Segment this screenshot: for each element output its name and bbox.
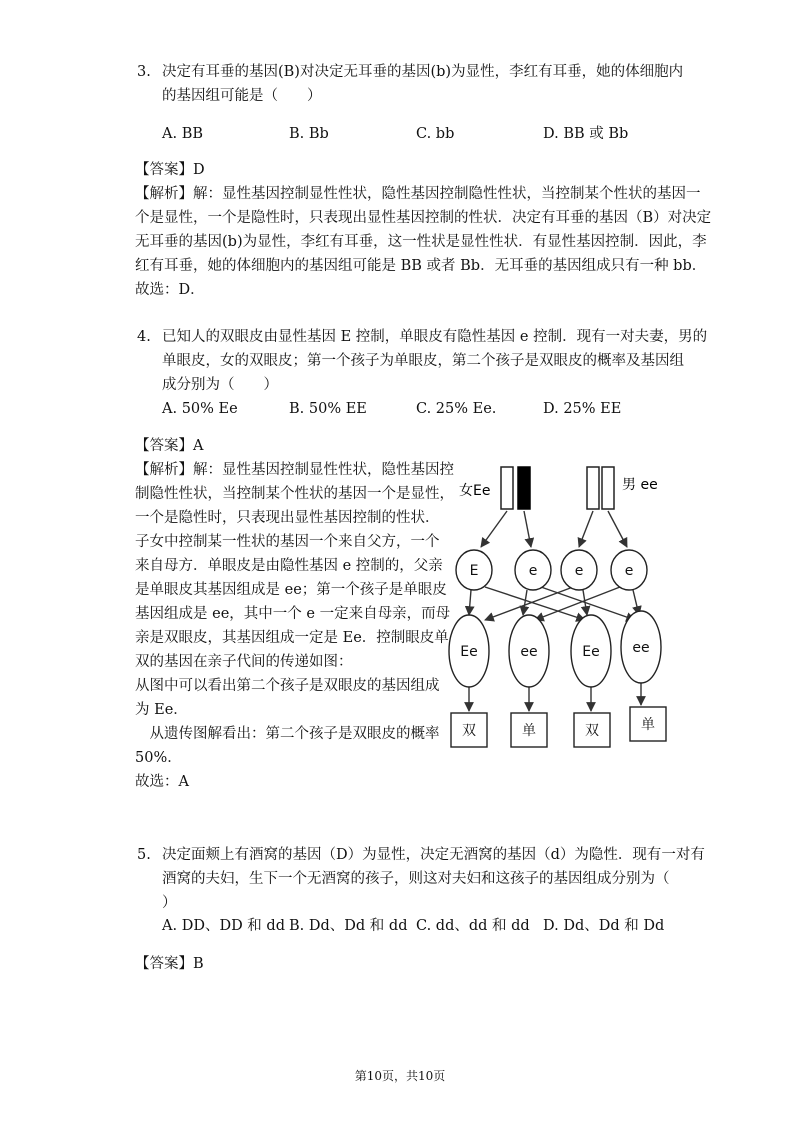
q4-analysis-line-8: 亲是双眼皮，其基因组成一定是 Ee．控制眼皮单	[135, 630, 449, 646]
q4-stem-line-1: 已知人的双眼皮由显性基因 E 控制，单眼皮有隐性基因 e 控制．现有一对夫妻，男的	[162, 329, 708, 345]
q4-analysis-line-11: 为 Ee．	[135, 702, 188, 718]
page-footer: 第10页，共10页	[354, 1069, 446, 1083]
q4-analysis-line-12: 从遗传图解看出：第二个孩子是双眼皮的概率	[135, 726, 440, 742]
q3-number: 3.	[137, 64, 151, 80]
q4-analysis-line-2: 制隐性性状，当控制某个性状的基因一个是显性，	[135, 486, 454, 502]
q4-answer: 【答案】A	[135, 438, 204, 454]
q3-option-d: D. BB 或 Bb	[543, 126, 629, 142]
q3-option-c: C. bb	[416, 126, 455, 142]
q3-analysis-line-3: 无耳垂的基因(b)为显性，李红有耳垂，这一性状是显性性状．有显性基因控制．因此，李	[135, 234, 707, 250]
q4-analysis-line-5: 来自母方．单眼皮是由隐性基因 e 控制的，父亲	[135, 558, 443, 574]
q4-option-c: C. 25% Ee.	[416, 401, 497, 417]
q5-stem-line-2: 酒窝的夫妇，生下一个无酒窝的孩子，则这对夫妇和这孩子的基因组成分别为（	[162, 871, 670, 887]
q4-analysis-line-1: 【解析】解：显性基因控制显性性状，隐性基因控	[135, 462, 454, 478]
male-label: 男 ee	[622, 477, 658, 493]
inheritance-diagram	[445, 455, 690, 755]
offspring-genotype-4: ee	[632, 640, 650, 656]
male-chromosome-1	[587, 467, 599, 509]
q4-stem-line-2: 单眼皮，女的双眼皮；第一个孩子为单眼皮，第二个孩子是双眼皮的概率及基因组	[162, 353, 684, 369]
male-chromosome-2	[602, 467, 614, 509]
q4-analysis-line-7: 基因组成是 ee，其中一个 e 一定来自母亲，而母	[135, 606, 451, 622]
female-chromosome-2	[518, 467, 530, 509]
phenotype-1: 双	[462, 723, 476, 739]
q3-option-b: B. Bb	[289, 126, 329, 142]
gamete-2: e	[528, 563, 538, 579]
q4-analysis-line-14: 故选：A	[135, 774, 189, 790]
q3-analysis-line-1: 【解析】解：显性基因控制显性性状，隐性基因控制隐性性状，当控制某个性状的基因一	[135, 186, 701, 202]
q4-option-a: A. 50% Ee	[162, 401, 238, 417]
q3-option-a: A. BB	[162, 126, 204, 142]
q4-option-d: D. 25% EE	[543, 401, 622, 417]
q5-option-c: C. dd、dd 和 dd	[416, 918, 530, 934]
q3-analysis-line-4: 红有耳垂，她的体细胞内的基因组可能是 BB 或者 Bb．无耳垂的基因组成只有一种 bb．	[135, 258, 707, 274]
q3-analysis-line-5: 故选：D．	[135, 282, 205, 298]
q3-stem-line-1: 决定有耳垂的基因(B)对决定无耳垂的基因(b)为显性，李红有耳垂，她的体细胞内	[162, 64, 684, 80]
phenotype-2: 单	[522, 723, 536, 739]
q3-answer: 【答案】D	[135, 162, 205, 178]
q4-analysis-line-4: 子女中控制某一性状的基因一个来自父方，一个	[135, 534, 440, 550]
q5-answer: 【答案】B	[135, 956, 204, 972]
female-chromosome-1	[501, 467, 513, 509]
q4-number: 4.	[137, 329, 151, 345]
q4-stem-line-3: 成分别为（ ）	[162, 377, 278, 393]
q5-stem-line-3: ）	[162, 895, 177, 911]
offspring-genotype-3: Ee	[582, 644, 600, 660]
q4-analysis-line-3: 一个是隐性时，只表现出显性基因控制的性状．	[135, 510, 440, 526]
offspring-genotype-2: ee	[520, 644, 538, 660]
q4-analysis-line-13: 50%．	[135, 750, 182, 766]
offspring-genotype-1: Ee	[460, 644, 478, 660]
q5-number: 5.	[137, 847, 151, 863]
female-label: 女Ee	[459, 483, 491, 499]
q4-analysis-line-9: 双的基因在亲子代间的传递如图：	[135, 654, 353, 670]
phenotype-4: 单	[641, 717, 655, 733]
q5-stem-line-1: 决定面颊上有酒窝的基因（D）为显性，决定无酒窝的基因（d）为隐性．现有一对有	[162, 847, 705, 863]
q5-option-b: B. Dd、Dd 和 dd	[289, 918, 408, 934]
q4-option-b: B. 50% EE	[289, 401, 367, 417]
q3-stem-line-2: 的基因组可能是（ ）	[162, 88, 322, 104]
q3-analysis-line-2: 个是显性，一个是隐性时，只表现出显性基因控制的性状．决定有耳垂的基因（B）对决定	[135, 210, 712, 226]
gamete-3: e	[574, 563, 584, 579]
gamete-1: E	[469, 563, 479, 579]
phenotype-3: 双	[585, 723, 599, 739]
q4-analysis-line-10: 从图中可以看出第二个孩子是双眼皮的基因组成	[135, 678, 440, 694]
q5-option-d: D. Dd、Dd 和 Dd	[543, 918, 665, 934]
q5-option-a: A. DD、DD 和 dd	[162, 918, 285, 934]
gamete-4: e	[624, 563, 634, 579]
q4-analysis-line-6: 是单眼皮其基因组成是 ee；第一个孩子是单眼皮	[135, 582, 447, 598]
